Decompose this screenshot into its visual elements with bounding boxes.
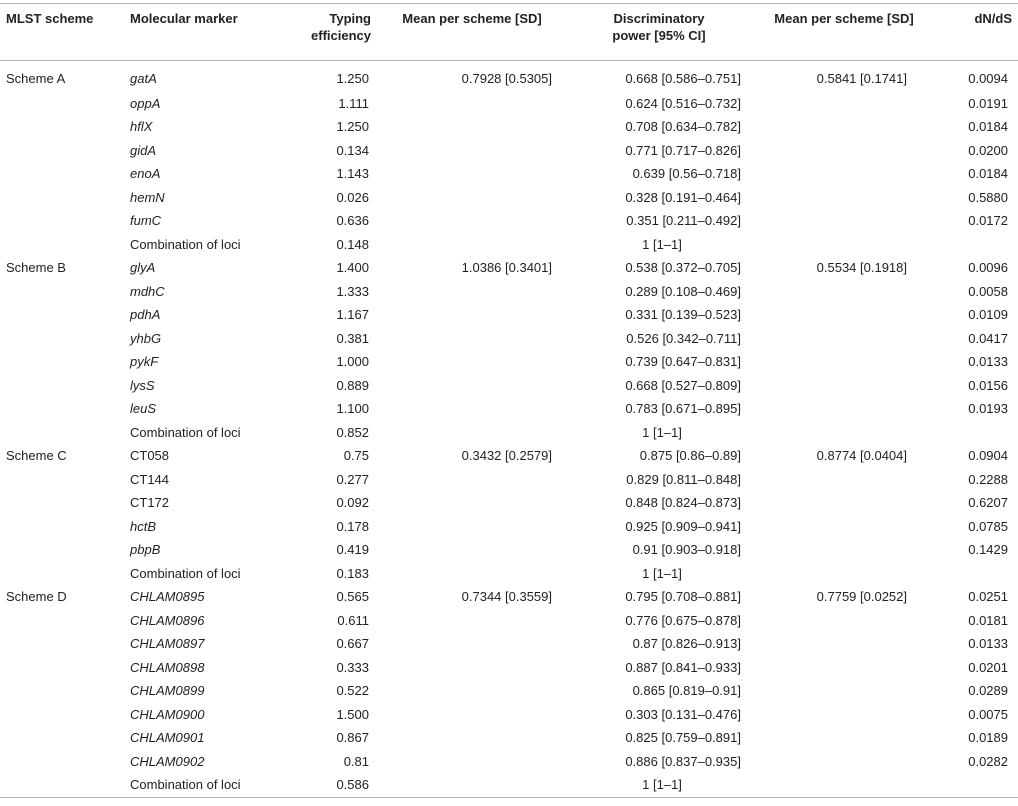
cell-discriminatory-power: 0.351 [0.211–0.492]: [626, 213, 741, 229]
cell-mean-te: [377, 656, 567, 680]
cell-discriminatory-power: 0.829 [0.811–0.848]: [626, 471, 741, 487]
mlst-table: [0, 3, 1018, 798]
cell-mean-te: [377, 703, 567, 727]
table-row: [0, 609, 1018, 633]
cell-marker: Combination of loci: [130, 565, 241, 581]
cell-typing-efficiency: 0.522: [336, 683, 369, 699]
cell-typing-efficiency: 0.381: [336, 330, 369, 346]
cell-marker: CHLAM0899: [130, 683, 205, 699]
cell-dnds: 0.0200: [968, 142, 1008, 158]
table-row: [0, 116, 1018, 140]
header-typing-efficiency: Typing efficiency: [267, 4, 377, 61]
cell-marker: CHLAM0902: [130, 753, 205, 769]
cell-discriminatory-power: 0.887 [0.841–0.933]: [625, 659, 741, 675]
cell-mean-te: [377, 374, 567, 398]
cell-typing-efficiency: 1.000: [336, 354, 369, 370]
cell-typing-efficiency: 1.111: [338, 95, 369, 111]
table-row: [0, 257, 1018, 281]
cell-mean-te: [377, 633, 567, 657]
header-dnds: dN/dS: [937, 4, 1018, 61]
cell-mean-te: [377, 210, 567, 234]
cell-marker: leuS: [130, 401, 157, 417]
cell-typing-efficiency: 0.611: [337, 612, 369, 628]
cell-discriminatory-power: 0.526 [0.342–0.711]: [626, 330, 741, 346]
cell-scheme: [0, 210, 124, 234]
cell-mean-dp: [751, 163, 937, 187]
table-row: [0, 656, 1018, 680]
table-row: [0, 539, 1018, 563]
header-mean-dp: Mean per scheme [SD]: [751, 4, 937, 61]
cell-marker: CHLAM0897: [130, 636, 205, 652]
cell-mean-dp: [751, 750, 937, 774]
cell-dnds: 0.0251: [968, 589, 1008, 605]
cell-discriminatory-power: 1 [1–1]: [567, 774, 751, 798]
cell-typing-efficiency: 0.178: [336, 518, 369, 534]
table-row: [0, 233, 1018, 257]
table-row: [0, 750, 1018, 774]
cell-mean-te: [377, 351, 567, 375]
cell-marker: Combination of loci: [130, 424, 241, 440]
table-row: [0, 468, 1018, 492]
cell-dnds: 0.5880: [968, 189, 1008, 205]
cell-typing-efficiency: 0.026: [336, 189, 369, 205]
cell-dnds: 0.0282: [968, 753, 1008, 769]
cell-discriminatory-power: 0.668 [0.527–0.809]: [625, 377, 741, 393]
table-row: [0, 492, 1018, 516]
cell-marker: CHLAM0898: [130, 659, 205, 675]
cell-dnds: 0.0184: [968, 119, 1008, 135]
cell-mean-dp: [751, 421, 937, 445]
cell-scheme: [0, 351, 124, 375]
cell-mean-te: [377, 421, 567, 445]
cell-typing-efficiency: 0.667: [336, 636, 369, 652]
cell-mean-dp: [751, 656, 937, 680]
cell-mean-te: [377, 92, 567, 116]
cell-scheme: [0, 703, 124, 727]
cell-dnds: 0.0201: [968, 659, 1008, 675]
cell-scheme: [0, 468, 124, 492]
cell-discriminatory-power: 0.795 [0.708–0.881]: [625, 589, 741, 605]
cell-discriminatory-power: 0.925 [0.909–0.941]: [625, 518, 741, 534]
cell-discriminatory-power: 0.886 [0.837–0.935]: [625, 753, 741, 769]
cell-typing-efficiency: 1.500: [336, 706, 369, 722]
cell-discriminatory-power: 0.538 [0.372–0.705]: [625, 260, 741, 276]
cell-marker: CT172: [130, 495, 170, 511]
cell-marker: CHLAM0900: [130, 706, 205, 722]
header-dp-line2: power [95% CI]: [612, 28, 706, 43]
cell-mean-te: [377, 280, 567, 304]
cell-scheme: [0, 633, 124, 657]
cell-typing-efficiency: 1.143: [336, 166, 369, 182]
cell-mean-dp: [751, 116, 937, 140]
cell-mean-dp: [751, 492, 937, 516]
cell-dnds: 0.0191: [968, 95, 1008, 111]
cell-typing-efficiency: 0.419: [336, 542, 369, 558]
cell-discriminatory-power: 0.87 [0.826–0.913]: [632, 636, 741, 652]
cell-typing-efficiency: 0.134: [336, 142, 369, 158]
cell-marker: lysS: [130, 377, 155, 393]
cell-dnds: 0.0109: [968, 307, 1008, 323]
cell-scheme: [0, 492, 124, 516]
table-row: [0, 139, 1018, 163]
cell-typing-efficiency: 0.148: [336, 236, 369, 252]
cell-scheme: [0, 774, 124, 798]
cell-dnds: 0.0289: [968, 683, 1008, 699]
cell-mean-dp: [751, 609, 937, 633]
table-row: [0, 327, 1018, 351]
cell-scheme: [0, 92, 124, 116]
table-row: [0, 304, 1018, 328]
cell-marker: yhbG: [130, 330, 162, 346]
cell-scheme: Scheme D: [6, 589, 67, 605]
cell-mean-dp: [751, 139, 937, 163]
cell-mean-dp: [751, 562, 937, 586]
table-row: [0, 633, 1018, 657]
header-mean-te: Mean per scheme [SD]: [377, 4, 567, 61]
cell-scheme: [0, 280, 124, 304]
header-row: [0, 4, 1018, 61]
cell-scheme: [0, 750, 124, 774]
cell-marker: CT144: [130, 471, 170, 487]
cell-mean-te: [377, 609, 567, 633]
cell-dnds: 0.0094: [968, 70, 1008, 86]
table-row: [0, 515, 1018, 539]
cell-scheme: [0, 186, 124, 210]
cell-discriminatory-power: 0.783 [0.671–0.895]: [625, 401, 741, 417]
cell-dnds: 0.0075: [968, 706, 1008, 722]
cell-mean-te: [377, 562, 567, 586]
cell-mean-dp: [751, 374, 937, 398]
cell-typing-efficiency: 0.81: [343, 753, 369, 769]
cell-mean-dp: [751, 233, 937, 257]
cell-mean-te: [377, 727, 567, 751]
table-header: [0, 4, 1018, 61]
cell-marker: CHLAM0896: [130, 612, 205, 628]
cell-typing-efficiency: 1.250: [336, 70, 369, 86]
cell-scheme: [0, 727, 124, 751]
cell-marker: glyA: [130, 260, 156, 276]
cell-typing-efficiency: 1.250: [336, 119, 369, 135]
cell-marker: enoA: [130, 166, 161, 182]
cell-scheme: [0, 609, 124, 633]
table-row: [0, 398, 1018, 422]
header-marker: Molecular marker: [124, 4, 267, 61]
cell-marker: hemN: [130, 189, 165, 205]
table-row: [0, 703, 1018, 727]
cell-mean-dp: [751, 327, 937, 351]
cell-mean-dp: [751, 468, 937, 492]
cell-typing-efficiency: 0.867: [336, 730, 369, 746]
cell-marker: pykF: [130, 354, 159, 370]
cell-mean-dp: [751, 304, 937, 328]
cell-discriminatory-power: 0.739 [0.647–0.831]: [625, 354, 741, 370]
cell-marker: pbpB: [130, 542, 161, 558]
cell-mean-dp: [751, 539, 937, 563]
cell-mean-te: [377, 750, 567, 774]
cell-discriminatory-power: 0.865 [0.819–0.91]: [632, 683, 741, 699]
cell-marker: gidA: [130, 142, 157, 158]
table-row: [0, 280, 1018, 304]
cell-dnds: 0.0184: [968, 166, 1008, 182]
cell-mean-dp: 0.5534 [0.1918]: [816, 260, 907, 276]
cell-discriminatory-power: 0.708 [0.634–0.782]: [625, 119, 741, 135]
cell-mean-te: 0.7928 [0.5305]: [461, 70, 552, 86]
cell-mean-dp: [751, 210, 937, 234]
cell-discriminatory-power: 0.328 [0.191–0.464]: [625, 189, 741, 205]
cell-dnds: 0.0904: [968, 448, 1008, 464]
table-row: [0, 374, 1018, 398]
cell-mean-dp: [751, 774, 937, 798]
cell-marker: gatA: [130, 70, 157, 86]
cell-mean-te: 0.3432 [0.2579]: [461, 448, 552, 464]
cell-discriminatory-power: 1 [1–1]: [642, 565, 682, 581]
cell-mean-te: [377, 539, 567, 563]
cell-dnds: 0.0133: [968, 354, 1008, 370]
cell-mean-te: 0.7344 [0.3559]: [461, 589, 552, 605]
cell-mean-te: [377, 327, 567, 351]
cell-scheme: [0, 163, 124, 187]
cell-discriminatory-power: 1 [1–1]: [642, 424, 682, 440]
table-row: [0, 586, 1018, 610]
cell-scheme: Scheme A: [6, 70, 66, 86]
cell-scheme: [0, 562, 124, 586]
cell-marker: hctB: [130, 518, 157, 534]
table-row: [0, 163, 1018, 187]
cell-scheme: [0, 139, 124, 163]
header-scheme: MLST scheme: [0, 4, 124, 61]
cell-dnds: 0.0172: [968, 213, 1008, 229]
cell-scheme: [0, 515, 124, 539]
cell-discriminatory-power: 0.624 [0.516–0.732]: [625, 95, 741, 111]
cell-mean-te: [377, 139, 567, 163]
cell-discriminatory-power: 0.825 [0.759–0.891]: [625, 730, 741, 746]
cell-mean-te: [377, 233, 567, 257]
cell-marker: hflX: [130, 119, 153, 135]
cell-mean-te: [377, 186, 567, 210]
cell-marker: CT058: [130, 448, 170, 464]
cell-dnds: 0.0133: [968, 636, 1008, 652]
cell-typing-efficiency: 0.565: [336, 589, 369, 605]
cell-scheme: [0, 233, 124, 257]
cell-discriminatory-power: 0.303 [0.131–0.476]: [625, 706, 741, 722]
cell-typing-efficiency: 1.400: [336, 260, 369, 276]
cell-marker: pdhA: [130, 307, 161, 323]
cell-mean-dp: [751, 633, 937, 657]
cell-mean-dp: [751, 398, 937, 422]
cell-scheme: [0, 327, 124, 351]
cell-dnds: [937, 562, 1018, 586]
cell-typing-efficiency: 1.333: [336, 283, 369, 299]
cell-typing-efficiency: 0.75: [343, 448, 369, 464]
cell-scheme: [0, 656, 124, 680]
header-dp-line1: Discriminatory: [613, 11, 705, 26]
table-row: [0, 445, 1018, 469]
cell-discriminatory-power: 0.668 [0.586–0.751]: [625, 70, 741, 86]
cell-mean-te: 1.0386 [0.3401]: [461, 260, 552, 276]
cell-discriminatory-power: 1 [1–1]: [642, 236, 682, 252]
cell-scheme: [0, 398, 124, 422]
cell-dnds: 0.0156: [968, 377, 1008, 393]
cell-dnds: 0.0058: [968, 283, 1008, 299]
header-discriminatory-power: [567, 4, 751, 61]
cell-mean-dp: 0.5841 [0.1741]: [816, 70, 907, 86]
cell-scheme: [0, 304, 124, 328]
cell-scheme: [0, 374, 124, 398]
table-row: [0, 61, 1018, 93]
cell-mean-dp: [751, 703, 937, 727]
table-row: [0, 774, 1018, 798]
cell-typing-efficiency: 0.333: [336, 659, 369, 675]
table-body: [0, 61, 1018, 798]
cell-dnds: 0.6207: [968, 495, 1008, 511]
cell-mean-dp: [751, 515, 937, 539]
cell-dnds: 0.1429: [968, 542, 1008, 558]
cell-mean-te: [377, 398, 567, 422]
table-row: [0, 562, 1018, 586]
cell-scheme: Scheme C: [6, 448, 67, 464]
table-row: [0, 92, 1018, 116]
cell-mean-dp: [751, 280, 937, 304]
cell-mean-dp: 0.8774 [0.0404]: [816, 448, 907, 464]
cell-mean-dp: [751, 680, 937, 704]
cell-typing-efficiency: 0.183: [336, 565, 369, 581]
cell-dnds: 0.0189: [968, 730, 1008, 746]
cell-mean-te: [377, 515, 567, 539]
cell-discriminatory-power: 0.848 [0.824–0.873]: [625, 495, 741, 511]
cell-typing-efficiency: 0.889: [336, 377, 369, 393]
cell-dnds: 0.0193: [968, 401, 1008, 417]
cell-mean-te: [377, 304, 567, 328]
cell-mean-dp: [751, 727, 937, 751]
cell-scheme: Scheme B: [6, 260, 66, 276]
cell-mean-te: [377, 163, 567, 187]
cell-marker: CHLAM0895: [130, 589, 205, 605]
cell-scheme: [0, 421, 124, 445]
cell-mean-te: [377, 116, 567, 140]
cell-discriminatory-power: 0.875 [0.86–0.89]: [639, 448, 741, 464]
cell-typing-efficiency: 0.852: [336, 424, 369, 440]
cell-mean-dp: [751, 92, 937, 116]
cell-typing-efficiency: 0.277: [336, 471, 369, 487]
cell-marker: Combination of loci: [124, 774, 267, 798]
cell-marker: fumC: [130, 213, 162, 229]
cell-dnds: 0.0096: [968, 260, 1008, 276]
table-row: [0, 186, 1018, 210]
cell-dnds: 0.0785: [968, 518, 1008, 534]
cell-mean-te: [377, 680, 567, 704]
cell-scheme: [0, 116, 124, 140]
cell-mean-te: [377, 492, 567, 516]
cell-discriminatory-power: 0.776 [0.675–0.878]: [625, 612, 741, 628]
cell-typing-efficiency: 0.586: [267, 774, 377, 798]
cell-mean-dp: [751, 186, 937, 210]
table-row: [0, 210, 1018, 234]
cell-discriminatory-power: 0.639 [0.56–0.718]: [632, 166, 741, 182]
cell-marker: CHLAM0901: [130, 730, 205, 746]
table-row: [0, 680, 1018, 704]
cell-mean-dp: 0.7759 [0.0252]: [816, 589, 907, 605]
cell-typing-efficiency: 0.636: [336, 213, 369, 229]
cell-mean-dp: [751, 351, 937, 375]
cell-marker: oppA: [130, 95, 161, 111]
table-row: [0, 351, 1018, 375]
cell-marker: Combination of loci: [130, 236, 241, 252]
cell-mean-te: [377, 468, 567, 492]
cell-dnds: [937, 233, 1018, 257]
cell-discriminatory-power: 0.289 [0.108–0.469]: [625, 283, 741, 299]
cell-scheme: [0, 680, 124, 704]
cell-marker: mdhC: [130, 283, 165, 299]
cell-dnds: 0.0417: [968, 330, 1008, 346]
cell-dnds: [937, 774, 1018, 798]
cell-typing-efficiency: 0.092: [336, 495, 369, 511]
cell-typing-efficiency: 1.167: [336, 307, 369, 323]
cell-discriminatory-power: 0.771 [0.717–0.826]: [625, 142, 741, 158]
cell-discriminatory-power: 0.331 [0.139–0.523]: [625, 307, 741, 323]
cell-dnds: 0.0181: [968, 612, 1008, 628]
cell-dnds: [937, 421, 1018, 445]
cell-discriminatory-power: 0.91 [0.903–0.918]: [632, 542, 741, 558]
cell-mean-te: [377, 774, 567, 798]
table-row: [0, 421, 1018, 445]
table-row: [0, 727, 1018, 751]
cell-dnds: 0.2288: [968, 471, 1008, 487]
cell-typing-efficiency: 1.100: [336, 401, 369, 417]
cell-scheme: [0, 539, 124, 563]
